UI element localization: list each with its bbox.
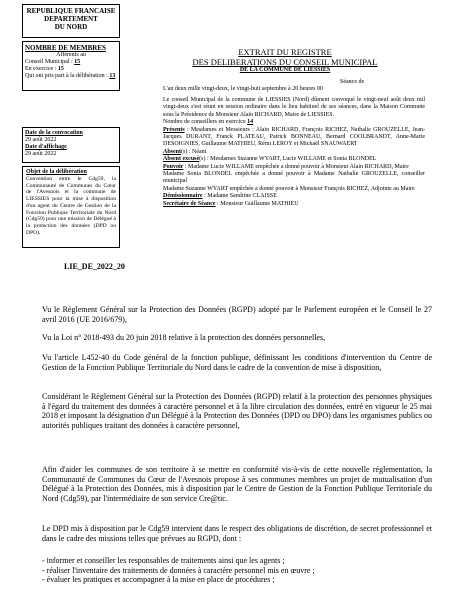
members-in-office-label: En exercice : xyxy=(25,66,57,72)
object-box xyxy=(22,166,120,248)
convocation-value: 29 août 2022 xyxy=(25,137,57,143)
register-header xyxy=(150,48,420,74)
posting-label: Date d'affichage xyxy=(25,144,67,150)
posting-value: 29 août 2022 xyxy=(25,151,57,157)
members-affected-label2: Conseil Municipal : xyxy=(25,59,73,65)
resign-text: : Madame Sandrine CLAISSE xyxy=(204,193,277,200)
convocation-label: Date de la convocation xyxy=(25,130,83,136)
register-title-1: EXTRAIT DU REGISTRE xyxy=(238,47,332,57)
present-text: : Mesdames et Messieurs : Alain RICHARD, François RICHEZ, Nathalie GROUZELLE, Jean-Jacques DURANT, Franck PLATEAU, Patrick BONNEAU, Bernard COOLBRANDT, Anne-Marie DESOIGNIES, Guillaume MATHIEU, Rémi LEROY et Mickaël SNAUWAERT xyxy=(163,126,426,148)
secretary-text: : Monsieur Guillaume MATHIEU xyxy=(217,200,299,207)
members-affected xyxy=(25,59,117,66)
bullet-1: - informer et conseiller les responsables de traitements ainsi que les agents ; xyxy=(42,556,285,565)
register-intro: Le conseil Municipal de la commune de LIESSIES (Nord) dûment convoqué le vingt-neuf août deux mil vingt-deux s'est réuni en session ordinaire dans le lieu habituel de ses séances, dans la Maison Commune sous la Présidence de Monsieur Alain RICHARD, Maire de LIESSIES. xyxy=(163,97,425,118)
header-nord: DU NORD xyxy=(54,23,88,31)
header-republique: REPUBLIQUE FRANCAISE xyxy=(26,7,116,15)
register-commune: DE LA COMMUNE DE LIESSIES xyxy=(239,67,331,73)
members-voted xyxy=(25,73,117,80)
resign-label: Démissionnaire xyxy=(163,193,203,200)
register-count xyxy=(163,119,425,126)
body-p1: Vu le Règlement Général sur la Protection des Données (RGPD) adopté par le Parlement européen et le Conseil le 27 avril 2016 (UE 2016/679), xyxy=(42,305,432,324)
body-p4: Considérant le Règlement Général sur la Protection des Données (RGPD) relatif à la protection des personnes physiques à l'égard du traitement des données à caractère personnel et à la libre circulation des données, entré en vigueur le 25 mai 2018 et imposant la désignation d'un Délégué à la Protection des Données (DPD ou DPO) dans les organismes publics ou autorités publiques traitant des données à caractère personnel, xyxy=(42,392,432,430)
body-paragraph-2 xyxy=(42,333,432,343)
body-p2: Vu la Loi n° 2018-493 du 20 juin 2018 relative à la protection des données personnelles, xyxy=(42,333,326,342)
members-affected-value: 15 xyxy=(74,59,81,65)
register-count-value: 14 xyxy=(247,119,254,126)
excused-label: Absent excusé xyxy=(163,156,200,163)
register-resign xyxy=(163,193,425,200)
object-title: Objet de la délibération xyxy=(26,169,87,175)
bullet-2: - réaliser l'inventaire des traitements de données à caractère personnel mis en œuvre ; xyxy=(42,565,315,575)
reference-number: LIE_DE_2022_20 xyxy=(64,262,125,271)
body-bullets xyxy=(42,556,432,585)
absent-text: (s) : Néant xyxy=(181,148,207,155)
body-paragraph-1 xyxy=(42,305,432,324)
members-in-office-value: 15 xyxy=(57,66,64,72)
members-title: NOMBRE DE MEMBRES xyxy=(25,44,106,52)
members-affected-label: Afférents au xyxy=(56,52,86,58)
proxy-text: : Madame Lucie WILLAME empêchée a donné pouvoir à Monsieur Alain RICHARD, Maire xyxy=(184,163,409,170)
register-proxy xyxy=(163,164,425,171)
members-box xyxy=(22,41,120,91)
bullet-3: - évaluer les pratiques et accompagner à la mise en place de procédures ; xyxy=(42,575,275,585)
body-p5: Afin d'aider les communes de son territoire à se mettre en conformité vis-à-vis de cette nouvelle réglementation, la Communauté de Communes du Cœur de l'Avesnois propose à ses communes membres un projet de mutualisation d'un Délégué à la Protection des Données, mis à disposition par le Centre de Gestion de la Fonction Publique Territoriale du Nord (Cdg59), par l'intermédiaire de son service Cre@tic. xyxy=(42,465,432,503)
register-proxy-2: Madame Sonia BLONDEL empêchée a donné pouvoir à Madame Nathalie GROUZELLE, conseiller municipal xyxy=(163,171,425,185)
body-paragraph-4 xyxy=(42,392,432,430)
body-p6: Le DPD mis à disposition par le Cdg59 intervient dans le respect des obligations de discrétion, de secret professionnel et dans le cadre des missions telles que prévues au RGPD, dont : xyxy=(42,524,432,543)
register-count-label: Nombre de conseillers en exercice xyxy=(163,119,246,126)
register-title-2: DES DELIBERATIONS DU CONSEIL MUNICIPAL xyxy=(192,56,378,67)
members-voted-label: Qui ont pris part à la délibération : xyxy=(25,73,108,79)
register-secretary xyxy=(163,201,425,208)
register-present xyxy=(163,127,425,149)
proxy-label: Pouvoir xyxy=(163,163,184,170)
absent-label: Absent xyxy=(163,148,182,155)
members-in-office xyxy=(25,66,117,73)
session-label: Séance de xyxy=(340,79,365,85)
present-label: Présents xyxy=(163,126,185,133)
excused-text: (s) : Mesdames Suzanne WYART, Lucie WILLAME et Sonia BLONDEL xyxy=(199,156,377,163)
body-p3: Vu l'article L452-40 du Code général de la fonction publique, définissant les conditions d'intervention du Centre de Gestion de la Fonction Publique Territoriale du Nord dans le cadre de la convention de mise à disposition, xyxy=(42,353,432,372)
register-body xyxy=(163,97,425,208)
object-text: Convention entre le Cdg59, la Communauté de Communes du Cœur de l'Avesnois et la commune de LIESSIES pour la mise à disposition d'un agent du Centre de Gestion de la Fonction Publique Territoriale du Nord (Cdg59) pour une mission de Délégué à la protection des données (DPD ou DPO). xyxy=(26,176,116,236)
header-departement: DEPARTEMENT xyxy=(44,15,98,23)
register-excused xyxy=(163,156,425,163)
body-paragraph-5 xyxy=(42,465,432,503)
body-paragraph-3 xyxy=(42,353,432,372)
body-paragraph-6 xyxy=(42,524,432,543)
session-date-line: L'an deux mille vingt-deux, le vingt-huit septembre à 20 heures 00 xyxy=(163,86,323,92)
secretary-label: Secrétaire de Séance xyxy=(163,200,216,207)
members-voted-value: 13 xyxy=(109,73,116,79)
dates-box xyxy=(22,127,120,163)
header-box xyxy=(22,4,120,38)
register-proxy-3: Madame Suzanne WYART empêchée a donné pouvoir à Monsieur François RICHEZ, Adjointe au Maire xyxy=(163,185,415,192)
